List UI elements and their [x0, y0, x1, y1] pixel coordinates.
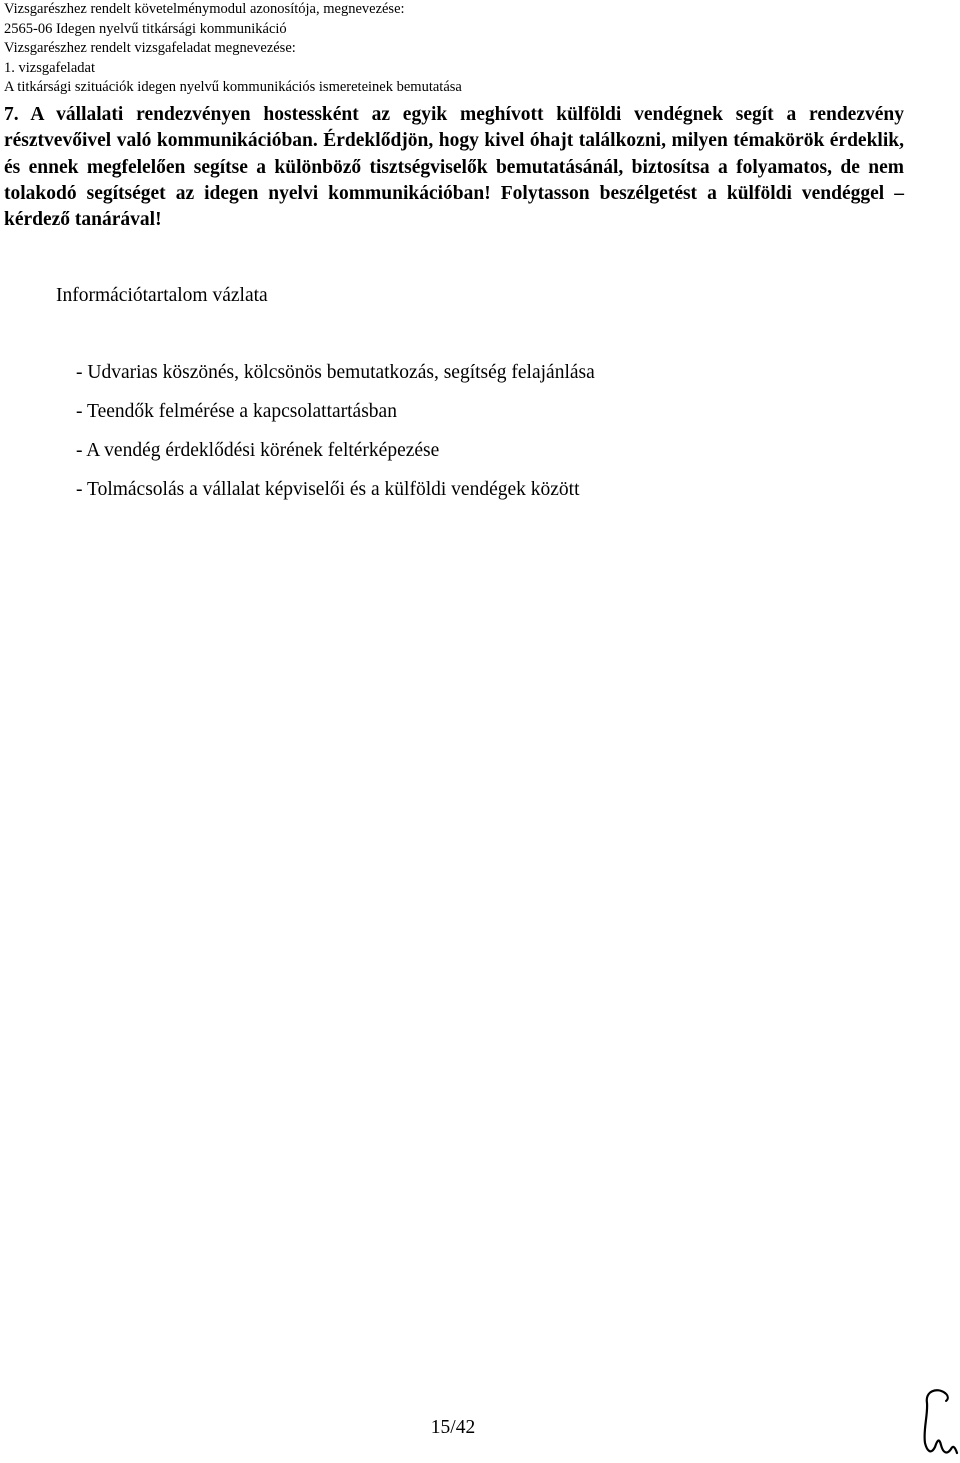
outline-item: - Tolmácsolás a vállalat képviselői és a külföldi vendégek között	[76, 479, 580, 500]
task-number: 1. vizsgafeladat	[4, 59, 95, 76]
outline-item: - Teendők felmérése a kapcsolattartásban	[76, 401, 397, 422]
module-name: 2565-06 Idegen nyelvű titkársági kommunikáció	[4, 20, 287, 37]
document-header	[4, 0, 954, 98]
task-description: 7. A vállalati rendezvényen hostessként az egyik meghívott külföldi vendégnek segít a rendezvény résztvevőivel való kommunikációban. Érdeklődjön, hogy kivel óhajt találkozni, milyen témakörök érdeklik, és ennek megfelelően segítse a különböző tisztségviselők bemutatásánál, biztosítsa a folyamatos, de nem tolakodó segítséget az idegen nyelvi kommunikációban! Folytasson beszélgetést a külföldi vendéggel – kérdező tanárával!	[4, 104, 904, 231]
outline-list	[76, 360, 595, 516]
signature-mark	[915, 1385, 960, 1460]
task-name: A titkársági szituációk idegen nyelvű kommunikációs ismereteinek bemutatása	[4, 79, 462, 96]
outline-item: - A vendég érdeklődési körének feltérképezése	[76, 440, 440, 461]
outline-item: - Udvarias köszönés, kölcsönös bemutatkozás, segítség felajánlása	[76, 362, 595, 383]
page-number: 15/42	[430, 1417, 476, 1438]
task-label: Vizsgarészhez rendelt vizsgafeladat megnevezése:	[4, 40, 296, 57]
module-label: Vizsgarészhez rendelt követelménymodul azonosítója, megnevezése:	[4, 1, 405, 17]
outline-title: Információtartalom vázlata	[56, 285, 268, 306]
